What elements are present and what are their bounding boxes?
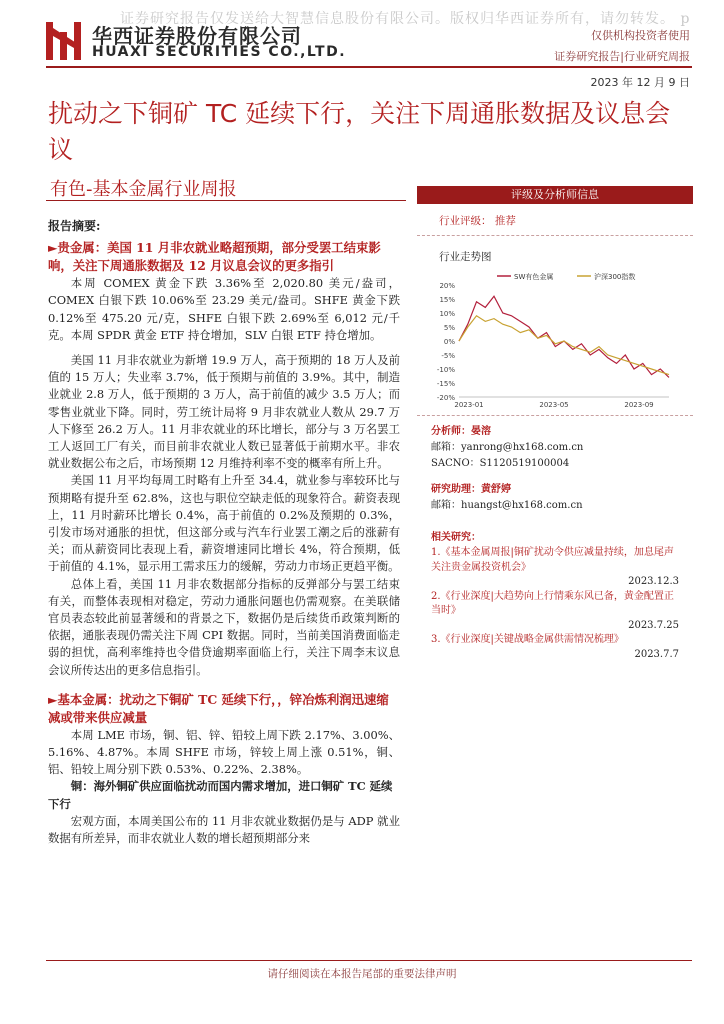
summary-heading: 报告摘要: xyxy=(48,219,101,233)
sidebar xyxy=(417,186,693,662)
report-type: 证券研究报告|行业研究周报 xyxy=(554,50,690,63)
related-label: 相关研究： xyxy=(431,532,481,543)
paragraph: 本周 LME 市场，铜、铝、锌、铅较上周下跌 2.17%、3.00%、5.16%、4.87%。本周 SHFE 市场，锌较上周上涨 0.51%，铜、铝、铅较上周分别下跌 0.53%、0.22%、2.38%。 xyxy=(48,727,400,777)
report-title: 扰动之下铜矿 TC 延续下行，关注下周通胀数据及议息会议 xyxy=(48,99,671,164)
analyst-email[interactable]: yanrong@hx168.com.cn xyxy=(461,442,584,453)
paragraph: 总体上看，美国 11 月非农数据部分指标的反弹部分与罢工结束有关，而整体表现相对稳定，劳动力通胀问题也仍需观察。在美联储官员表态较此前显著缓和的背景之下，数据仍是后续货币政策判断的依据，通胀表现仍需关注下周 CPI 数据。同时，当前美国消费面临走弱的担忧，高利率维持也令借贷逾期率面临上行，关注下周李末议息会议所传达出的更多信息指引。 xyxy=(48,576,400,677)
audience-note: 仅供机构投资者使用 xyxy=(591,29,690,42)
company-name-cn: 华西证券股份有限公司 xyxy=(92,24,302,48)
chart-x-tick-label: 2023-05 xyxy=(539,401,569,409)
related-item-title[interactable]: 3.《行业深度|关键战略金属供需情况梳理》 xyxy=(431,634,624,645)
rating-header: 评级及分析师信息 xyxy=(417,186,693,204)
rating-row xyxy=(417,214,693,229)
analyst-label: 分析师： xyxy=(431,426,471,437)
chart-y-tick-label: 0% xyxy=(443,338,455,346)
chart-y-tick-label: -10% xyxy=(436,366,455,374)
analyst-name: 晏溶 xyxy=(471,426,491,437)
chart-y-tick-label: 10% xyxy=(439,310,455,318)
footer-divider xyxy=(46,960,692,961)
related-item-date: 2023.7.7 xyxy=(634,648,679,660)
paragraph: 美国 11 月平均每周工时略有上升至 34.4，就业参与率较环比与预期略有提升至 62.8%，这也与职位空缺走低的现象符合。薪资表现上，11 月时薪环比增长 0.4%，高于前值的 0.2%及预期的 0.3%，引发市场对通胀的担忧，但这部分或与汽车行业罢工潮之后的涨薪有关；而从薪资同比表现上看，薪资增速同比增长 4%，符合预期，低于前值的 4.1%，显示用工需求压力的缓解，劳动力市场正更趋平衡。 xyxy=(48,473,400,574)
summary-column xyxy=(48,218,400,847)
paragraph: 宏观方面，本周美国公布的 11 月非农就业数据仍是与 ADP 就业数据有所差异，而非农就业人数的增长超预期部分来 xyxy=(48,813,400,846)
analyst-sacno: S1120519100004 xyxy=(479,458,570,469)
footer-disclaimer: 请仔细阅读在本报告尾部的重要法律声明 xyxy=(267,968,457,980)
analyst-sacno-label: SACNO： xyxy=(431,458,480,469)
related-research xyxy=(417,530,693,662)
chart-legend-label: 沪深300指数 xyxy=(594,273,636,281)
chart-y-tick-label: -5% xyxy=(441,352,455,360)
paragraph: 美国 11 月非农就业为新增 19.9 万人，高于预期的 18 万人及前值的 15 万人；失业率 3.7%，低于预期与前值的 3.9%。其中，制造业就业 2.8 万人，低于预期的 3 万人，高于前值的减少 3.5 万人；而零售业就业下降。同时，劳工统计局将 9 月非农就业人数从 29.7 万人下修至 26.2 万人。11 月非农就业的环比增长，部分与 3 万名罢工工人返回工厂有关，而目前非农就业人数已显著低于前期水平。非农就业数据公布之后，市场预期 12 月维持利率不变的概率有所上升。 xyxy=(48,353,400,471)
subtitle-divider xyxy=(46,200,406,201)
header-divider xyxy=(46,66,692,68)
related-item-title[interactable]: 2.《行业深度|大趋势向上行情乘东风已备，黄金配置正当时》 xyxy=(431,590,674,616)
chart-y-tick-label: 5% xyxy=(443,324,455,332)
analyst-email-label: 邮箱： xyxy=(431,442,461,453)
chart-series-line xyxy=(459,296,669,377)
chart-x-tick-label: 2023-01 xyxy=(454,401,484,409)
related-item-title[interactable]: 1.《基本金属周报|铜矿扰动令供应减量持续，加息尾声关注贵金属投资机会》 xyxy=(431,547,674,573)
related-item-date: 2023.7.25 xyxy=(628,619,679,631)
report-date: 2023 年 12 月 9 日 xyxy=(590,76,690,89)
section-headline-precious: ►贵金属：美国 11 月非农就业略超预期，部分受罢工结束影响，关注下周通胀数据及 12 月议息会议的更多指引 xyxy=(48,240,381,274)
analyst-block xyxy=(417,424,693,514)
assistant-name: 黄舒婷 xyxy=(481,484,511,495)
trend-chart xyxy=(417,269,677,409)
assistant-email[interactable]: huangst@hx168.com.cn xyxy=(461,500,583,511)
huaxi-logo-icon xyxy=(44,20,84,62)
divider xyxy=(417,415,693,416)
chart-y-tick-label: -20% xyxy=(436,394,455,402)
chart-y-tick-label: 20% xyxy=(439,282,455,290)
section-headline-base-metals: ►基本金属：扰动之下铜矿 TC 延续下行，，锌冶炼利润迅速缩减或带来供应减量 xyxy=(48,691,389,725)
divider xyxy=(417,235,693,236)
assistant-email-label: 邮箱： xyxy=(431,500,461,511)
assistant-label: 研究助理： xyxy=(431,484,481,495)
related-item-date: 2023.12.3 xyxy=(628,576,679,587)
chart-legend-label: SW有色金属 xyxy=(514,273,554,281)
report-subtitle: 有色-基本金属行业周报 xyxy=(50,179,237,200)
chart-x-tick-label: 2023-09 xyxy=(624,401,654,409)
chart-y-tick-label: -15% xyxy=(436,380,455,388)
paragraph: 本周 COMEX 黄金下跌 3.36%至 2,020.80 美元/盎司，COMEX 白银下跌 10.06%至 23.29 美元/盎司。SHFE 黄金下跌 0.12%至 475.20 元/克，SHFE 白银下跌 2.69%至 6,012 元/千克。本周 SPDR 黄金 ETF 持仓增加，SLV 白银 ETF 持仓增加。 xyxy=(48,276,400,342)
rating-label: 行业评级： xyxy=(439,215,492,227)
watermark: 证券研究报告仅发送给大智慧信息股份有限公司。版权归华西证券所有，请勿转发。 p xyxy=(120,11,691,27)
chart-y-tick-label: 15% xyxy=(439,296,455,304)
trend-label: 行业走势图 xyxy=(439,251,492,263)
rating-value: 推荐 xyxy=(494,215,516,227)
paragraph-bold: 铜：海外铜矿供应面临扰动而国内需求增加，进口铜矿 TC 延续下行 xyxy=(48,779,393,811)
chart-series-line xyxy=(459,316,669,375)
company-name-en: HUAXI SECURITIES CO.,LTD. xyxy=(92,44,347,60)
